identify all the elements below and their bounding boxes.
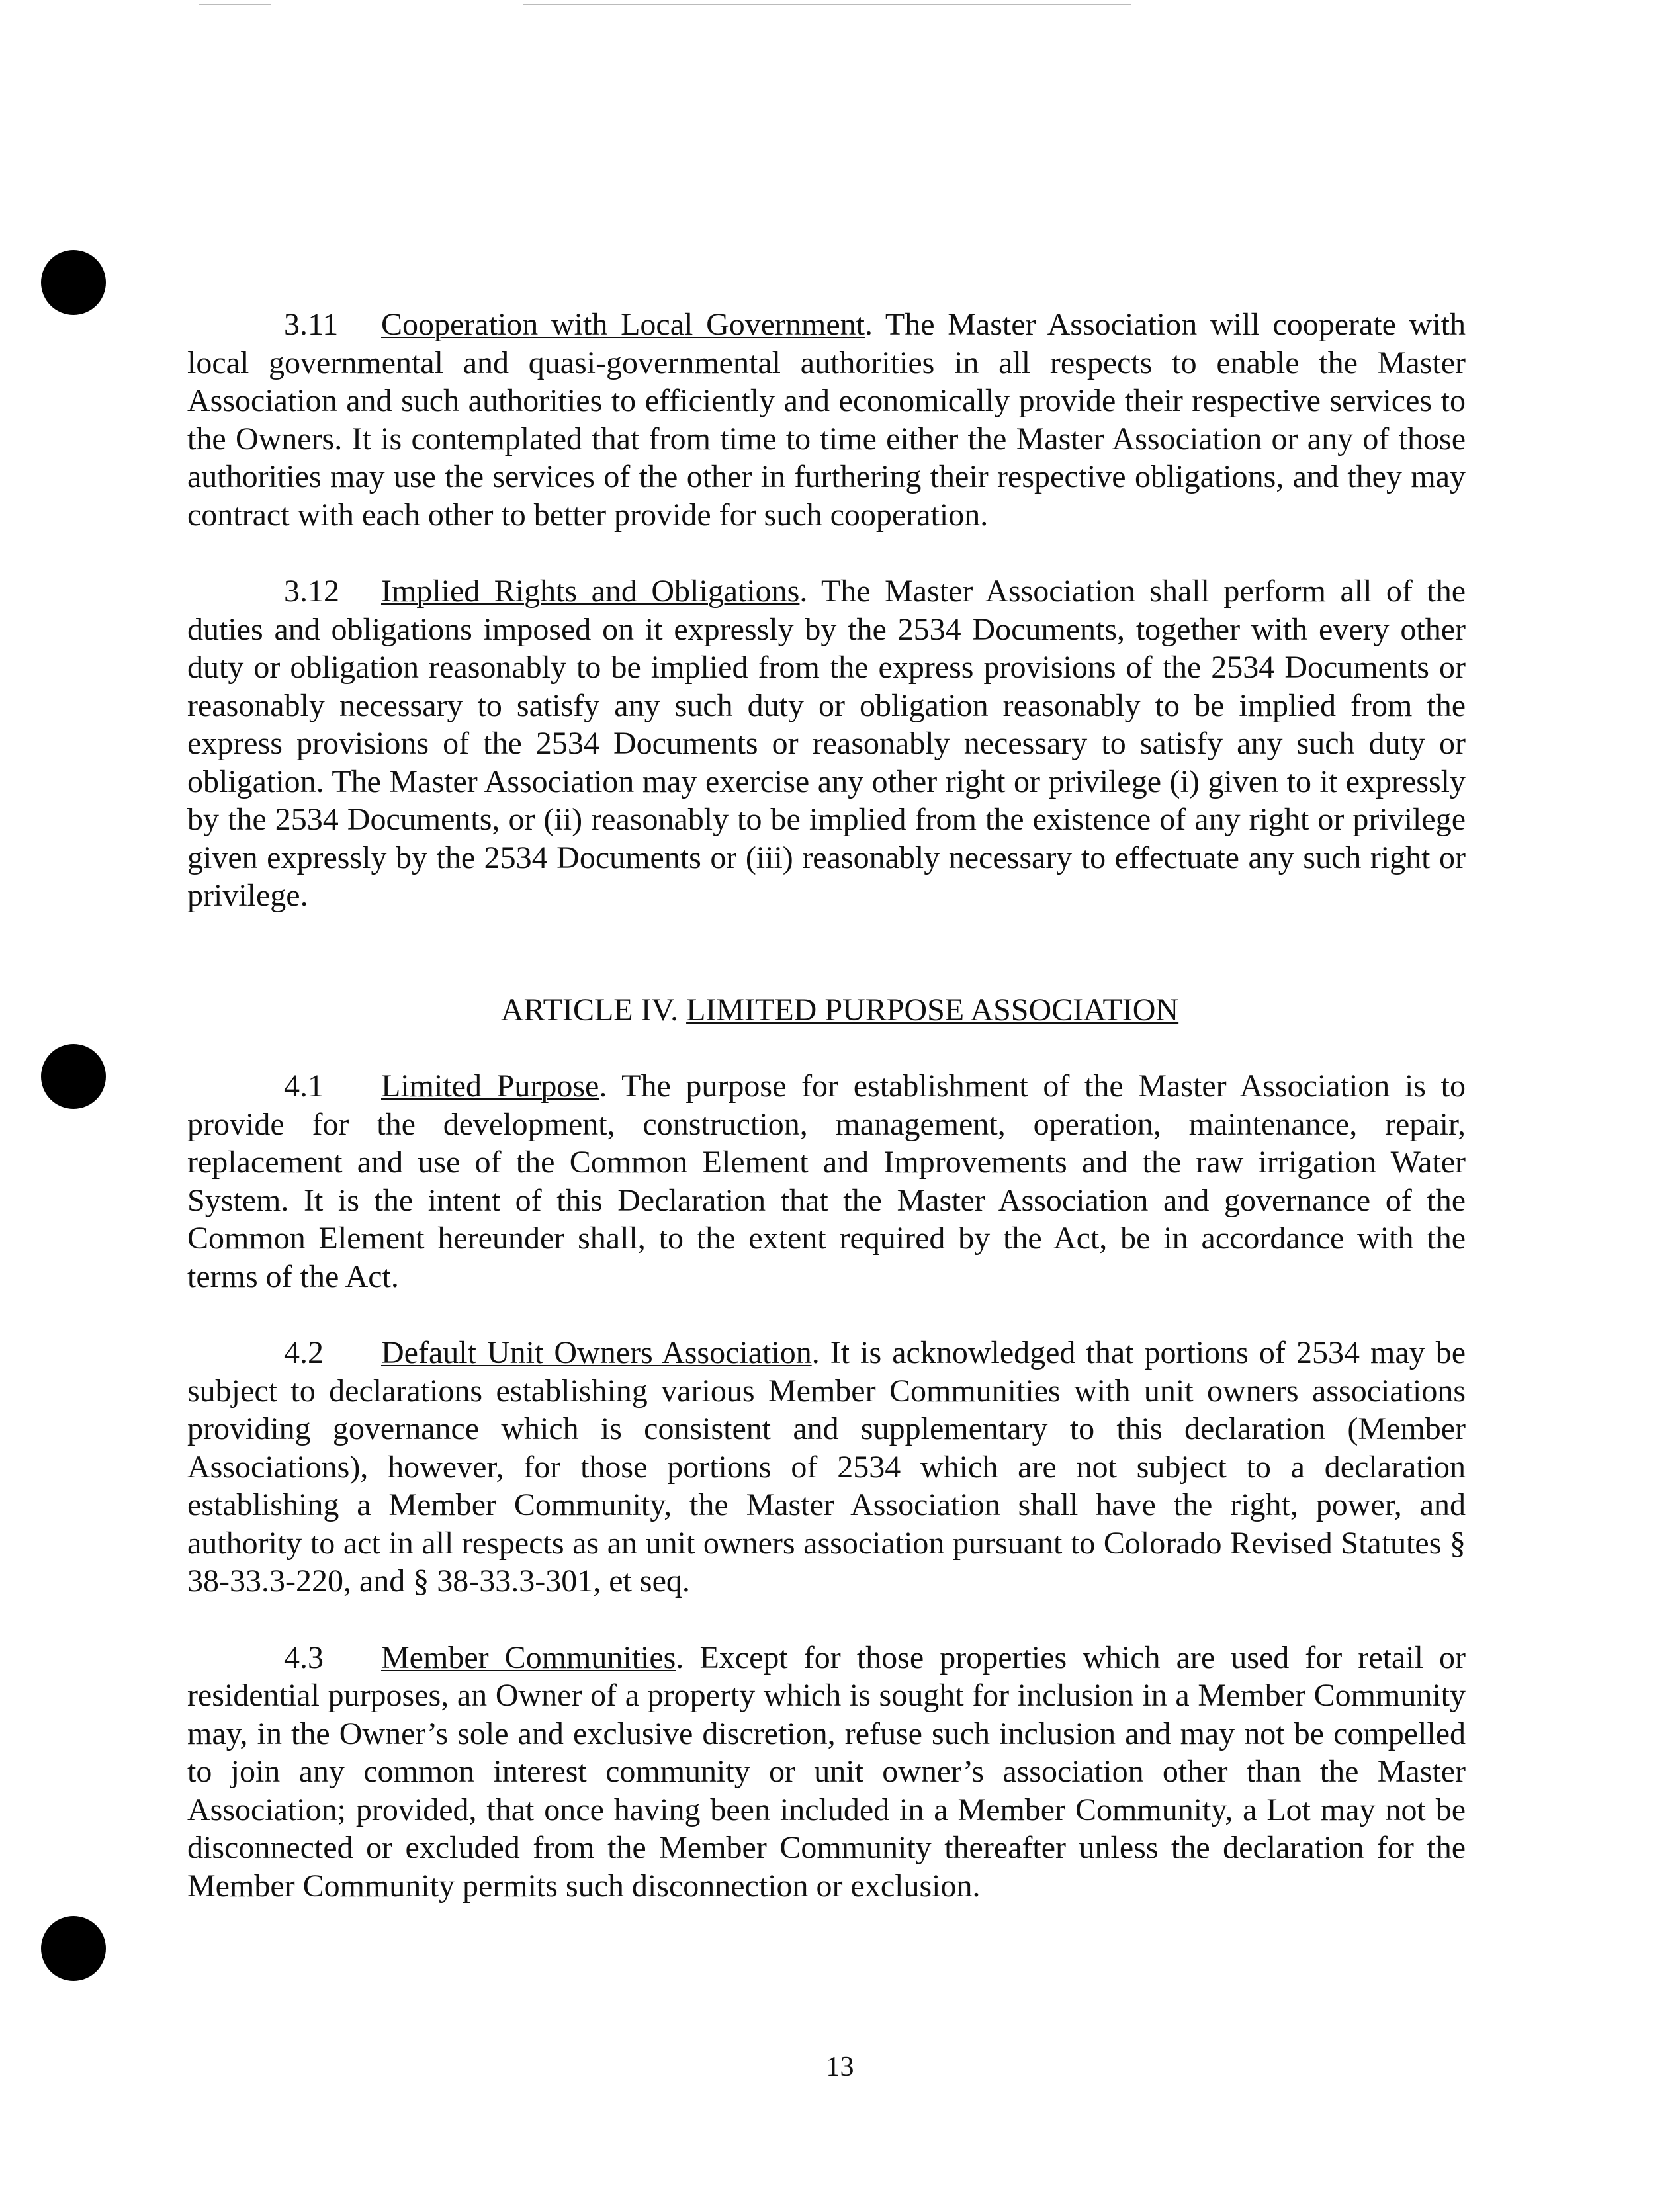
section-body: . It is acknowledged that portions of 2534 may be subject to declarations establishing various Member Communities with unit owners associations providing governance which is consistent and supplementary to this declaration (Member Associations), however, for those portions of 2534 which are not subject to a declaration establishing a Member Community, the Master Association shall have the right, power, and authority to act in all respects as an unit owners association pursuant to Colorado Revised Statutes § 38-33.3-220, and § 38-33.3-301, et seq. — [187, 1335, 1466, 1598]
section-4-3 — [187, 1639, 1466, 1905]
section-3-11 — [187, 306, 1466, 534]
article-label: ARTICLE IV. — [500, 992, 679, 1027]
section-3-12 — [187, 572, 1466, 915]
page-number: 13 — [826, 2052, 854, 2082]
section-number: 4.3 — [284, 1640, 324, 1675]
section-number: 3.12 — [284, 574, 339, 609]
section-heading: Member Communities — [381, 1640, 676, 1675]
article-title: LIMITED PURPOSE ASSOCIATION — [686, 992, 1179, 1027]
scan-top-rule — [199, 4, 271, 5]
section-heading: Limited Purpose — [381, 1069, 599, 1104]
scan-top-rule — [523, 4, 1131, 5]
section-body: . The Master Association shall perform all of the duties and obligations imposed on it expressly by the 2534 Documents, together with every other duty or obligation reasonably to be implied from the express provisions of the 2534 Documents or reasonably necessary to satisfy any such duty or obligation reasonably to be implied from the express provisions of the 2534 Documents or reasonably necessary to satisfy any such duty or obligation. The Master Association may exercise any other right or privilege (i) given to it expressly by the 2534 Documents, or (ii) reasonably to be implied from the existence of any right or privilege given expressly by the 2534 Documents or (iii) reasonably necessary to effectuate any such right or privilege. — [187, 574, 1466, 913]
section-number: 4.1 — [284, 1069, 324, 1104]
document-page — [187, 306, 1466, 1905]
binder-hole-icon — [41, 1044, 106, 1109]
section-number: 4.2 — [284, 1335, 324, 1370]
section-body: . The Master Association will cooperate with local governmental and quasi-governmental authorities in all respects to enable the Master Association and such authorities to efficiently and economically provide their respective services to the Owners. It is contemplated that from time to time either the Master Association or any of those authorities may use the services of the other in furthering their respective obligations, and they may contract with each other to better provide for such cooperation. — [187, 307, 1466, 533]
section-4-1 — [187, 1067, 1466, 1295]
section-body: . Except for those properties which are used for retail or residential purposes, an Owner of a property which is sought for inclusion in a Member Community may, in the Owner’s sole and exclusive discretion, refuse such inclusion and may not be compelled to join any common interest community or unit owner’s association other than the Master Association; provided, that once having been included in a Member Community, a Lot may not be disconnected or excluded from the Member Community thereafter unless the declaration for the Member Community permits such disconnection or exclusion. — [187, 1640, 1466, 1903]
section-heading: Default Unit Owners Association — [381, 1335, 812, 1370]
section-heading: Cooperation with Local Government — [381, 307, 865, 342]
binder-hole-icon — [41, 250, 106, 315]
binder-hole-icon — [41, 1916, 106, 1981]
article-heading — [214, 991, 1466, 1029]
section-number: 3.11 — [284, 307, 339, 342]
section-body: . The purpose for establishment of the Master Association is to provide for the development, construction, management, operation, maintenance, repair, replacement and use of the Common Element and Improvements and the raw irrigation Water System. It is the intent of this Declaration that the Master Association and governance of the Common Element hereunder shall, to the extent required by the Act, be in accordance with the terms of the Act. — [187, 1069, 1466, 1294]
section-4-2 — [187, 1334, 1466, 1600]
section-heading: Implied Rights and Obligations — [381, 574, 800, 609]
